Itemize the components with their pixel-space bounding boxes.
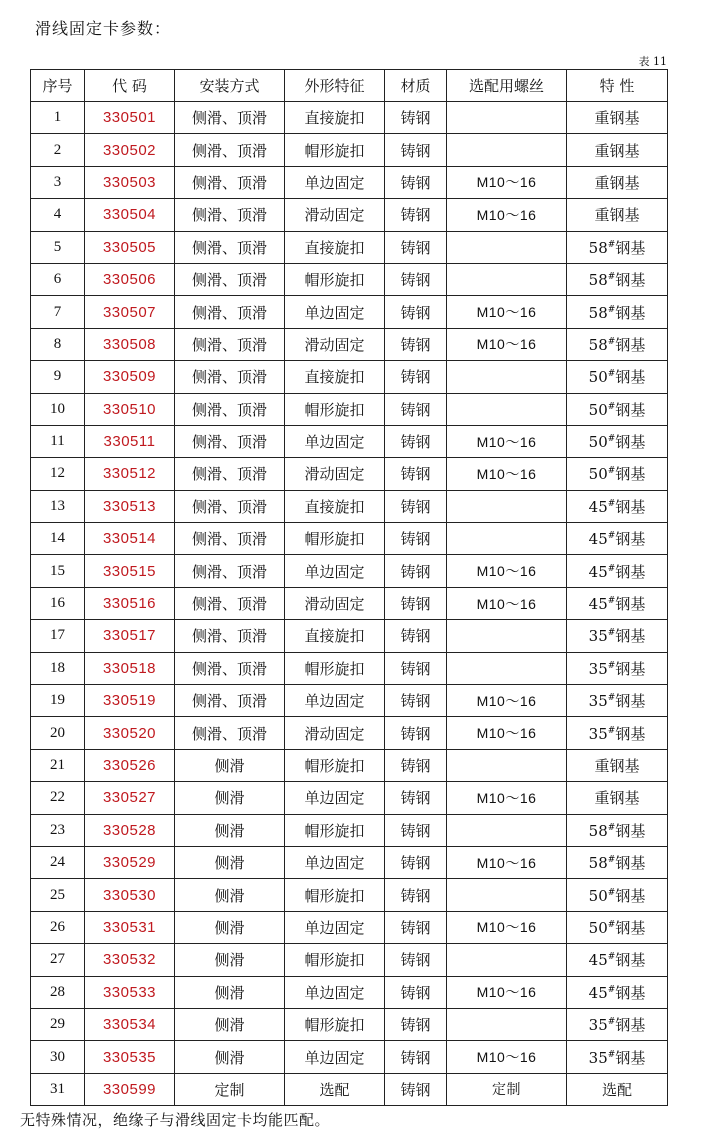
- cell-property: 重钢基: [567, 166, 668, 198]
- cell-shape: 直接旋扣: [285, 620, 385, 652]
- cell-index: 20: [31, 717, 85, 749]
- table-row: [31, 199, 668, 231]
- column-header-mounting: 安装方式: [175, 70, 285, 102]
- cell-shape: 选配: [285, 1073, 385, 1105]
- cell-mounting: 侧滑: [175, 976, 285, 1008]
- column-header-property: 特 性: [567, 70, 668, 102]
- cell-index: 30: [31, 1041, 85, 1073]
- cell-shape: 单边固定: [285, 1041, 385, 1073]
- cell-mounting: 侧滑: [175, 944, 285, 976]
- cell-shape: 帽形旋扣: [285, 879, 385, 911]
- cell-code: 330528: [85, 814, 175, 846]
- cell-material: 铸钢: [385, 102, 447, 134]
- cell-index: 7: [31, 296, 85, 328]
- cell-property: 35#钢基: [567, 1041, 668, 1073]
- cell-code: 330509: [85, 361, 175, 393]
- cell-mounting: 侧滑、顶滑: [175, 620, 285, 652]
- table-row: [31, 296, 668, 328]
- column-header-material: 材质: [385, 70, 447, 102]
- cell-shape: 滑动固定: [285, 717, 385, 749]
- cell-property: 重钢基: [567, 782, 668, 814]
- cell-mounting: 侧滑: [175, 846, 285, 878]
- cell-shape: 单边固定: [285, 425, 385, 457]
- cell-screw: [447, 102, 567, 134]
- cell-material: 铸钢: [385, 328, 447, 360]
- cell-screw: M10～16: [447, 846, 567, 878]
- table-body: [31, 102, 668, 1106]
- cell-code: 330532: [85, 944, 175, 976]
- cell-property: 58#钢基: [567, 231, 668, 263]
- cell-material: 铸钢: [385, 846, 447, 878]
- cell-shape: 单边固定: [285, 555, 385, 587]
- cell-material: 铸钢: [385, 1041, 447, 1073]
- cell-code: 330501: [85, 102, 175, 134]
- cell-screw: [447, 490, 567, 522]
- cell-material: 铸钢: [385, 879, 447, 911]
- cell-index: 27: [31, 944, 85, 976]
- cell-material: 铸钢: [385, 782, 447, 814]
- cell-screw: M10～16: [447, 296, 567, 328]
- cell-shape: 滑动固定: [285, 458, 385, 490]
- column-header-index: 序号: [31, 70, 85, 102]
- cell-property: 58#钢基: [567, 814, 668, 846]
- cell-mounting: 侧滑、顶滑: [175, 296, 285, 328]
- cell-code: 330526: [85, 749, 175, 781]
- table-row: [31, 976, 668, 1008]
- cell-code: 330510: [85, 393, 175, 425]
- cell-index: 1: [31, 102, 85, 134]
- cell-property: 35#钢基: [567, 717, 668, 749]
- table-row: [31, 879, 668, 911]
- cell-material: 铸钢: [385, 717, 447, 749]
- cell-code: 330511: [85, 425, 175, 457]
- cell-code: 330514: [85, 523, 175, 555]
- cell-index: 22: [31, 782, 85, 814]
- cell-screw: M10～16: [447, 1041, 567, 1073]
- cell-material: 铸钢: [385, 1008, 447, 1040]
- cell-shape: 直接旋扣: [285, 490, 385, 522]
- cell-property: 45#钢基: [567, 976, 668, 1008]
- column-header-shape: 外形特征: [285, 70, 385, 102]
- cell-mounting: 侧滑: [175, 911, 285, 943]
- cell-material: 铸钢: [385, 749, 447, 781]
- cell-mounting: 侧滑、顶滑: [175, 685, 285, 717]
- cell-mounting: 侧滑、顶滑: [175, 134, 285, 166]
- cell-screw: [447, 620, 567, 652]
- cell-material: 铸钢: [385, 1073, 447, 1105]
- cell-code: 330517: [85, 620, 175, 652]
- cell-code: 330534: [85, 1008, 175, 1040]
- cell-mounting: 侧滑、顶滑: [175, 587, 285, 619]
- table-row: [31, 361, 668, 393]
- cell-property: 35#钢基: [567, 652, 668, 684]
- cell-shape: 滑动固定: [285, 199, 385, 231]
- cell-index: 15: [31, 555, 85, 587]
- cell-code: 330507: [85, 296, 175, 328]
- cell-code: 330599: [85, 1073, 175, 1105]
- cell-shape: 滑动固定: [285, 328, 385, 360]
- cell-mounting: 侧滑: [175, 749, 285, 781]
- cell-screw: M10～16: [447, 166, 567, 198]
- cell-code: 330512: [85, 458, 175, 490]
- cell-mounting: 定制: [175, 1073, 285, 1105]
- cell-index: 4: [31, 199, 85, 231]
- table-header: [31, 70, 668, 102]
- cell-mounting: 侧滑、顶滑: [175, 425, 285, 457]
- cell-shape: 单边固定: [285, 782, 385, 814]
- cell-screw: M10～16: [447, 458, 567, 490]
- cell-screw: [447, 814, 567, 846]
- cell-shape: 滑动固定: [285, 587, 385, 619]
- cell-property: 重钢基: [567, 134, 668, 166]
- cell-material: 铸钢: [385, 231, 447, 263]
- cell-shape: 帽形旋扣: [285, 814, 385, 846]
- cell-shape: 单边固定: [285, 846, 385, 878]
- cell-screw: [447, 231, 567, 263]
- cell-screw: [447, 1008, 567, 1040]
- cell-code: 330520: [85, 717, 175, 749]
- cell-material: 铸钢: [385, 523, 447, 555]
- cell-screw: [447, 263, 567, 295]
- cell-mounting: 侧滑、顶滑: [175, 102, 285, 134]
- cell-screw: [447, 361, 567, 393]
- cell-material: 铸钢: [385, 134, 447, 166]
- table-row: [31, 231, 668, 263]
- cell-property: 50#钢基: [567, 458, 668, 490]
- cell-property: 58#钢基: [567, 328, 668, 360]
- table-row: [31, 166, 668, 198]
- cell-property: 58#钢基: [567, 296, 668, 328]
- cell-property: 50#钢基: [567, 911, 668, 943]
- cell-index: 3: [31, 166, 85, 198]
- cell-material: 铸钢: [385, 393, 447, 425]
- cell-shape: 单边固定: [285, 911, 385, 943]
- cell-material: 铸钢: [385, 685, 447, 717]
- column-header-code: 代 码: [85, 70, 175, 102]
- cell-screw: [447, 749, 567, 781]
- cell-screw: M10～16: [447, 911, 567, 943]
- cell-material: 铸钢: [385, 652, 447, 684]
- cell-property: 重钢基: [567, 102, 668, 134]
- cell-mounting: 侧滑、顶滑: [175, 231, 285, 263]
- cell-property: 58#钢基: [567, 846, 668, 878]
- header-row: [31, 70, 668, 102]
- table-row: [31, 1008, 668, 1040]
- cell-shape: 帽形旋扣: [285, 652, 385, 684]
- cell-shape: 单边固定: [285, 166, 385, 198]
- table-row: [31, 458, 668, 490]
- cell-material: 铸钢: [385, 458, 447, 490]
- parameter-table: [30, 69, 668, 1106]
- cell-screw: M10～16: [447, 976, 567, 1008]
- table-row: [31, 523, 668, 555]
- cell-code: 330529: [85, 846, 175, 878]
- table-row: [31, 685, 668, 717]
- cell-shape: 直接旋扣: [285, 102, 385, 134]
- table-row: [31, 490, 668, 522]
- table-row: [31, 102, 668, 134]
- cell-property: 重钢基: [567, 199, 668, 231]
- cell-shape: 帽形旋扣: [285, 749, 385, 781]
- cell-index: 21: [31, 749, 85, 781]
- cell-mounting: 侧滑、顶滑: [175, 458, 285, 490]
- cell-material: 铸钢: [385, 361, 447, 393]
- table-row: [31, 652, 668, 684]
- cell-screw: M10～16: [447, 782, 567, 814]
- cell-mounting: 侧滑、顶滑: [175, 555, 285, 587]
- cell-shape: 帽形旋扣: [285, 1008, 385, 1040]
- cell-code: 330519: [85, 685, 175, 717]
- cell-property: 45#钢基: [567, 587, 668, 619]
- cell-shape: 单边固定: [285, 685, 385, 717]
- cell-screw: M10～16: [447, 717, 567, 749]
- cell-screw: M10～16: [447, 587, 567, 619]
- cell-mounting: 侧滑: [175, 814, 285, 846]
- cell-property: 35#钢基: [567, 620, 668, 652]
- cell-code: 330518: [85, 652, 175, 684]
- cell-mounting: 侧滑、顶滑: [175, 523, 285, 555]
- cell-property: 45#钢基: [567, 490, 668, 522]
- cell-shape: 帽形旋扣: [285, 944, 385, 976]
- cell-code: 330530: [85, 879, 175, 911]
- cell-index: 26: [31, 911, 85, 943]
- cell-code: 330503: [85, 166, 175, 198]
- cell-index: 17: [31, 620, 85, 652]
- cell-screw: M10～16: [447, 328, 567, 360]
- cell-index: 31: [31, 1073, 85, 1105]
- cell-screw: [447, 944, 567, 976]
- cell-screw: M10～16: [447, 199, 567, 231]
- cell-material: 铸钢: [385, 587, 447, 619]
- cell-shape: 帽形旋扣: [285, 523, 385, 555]
- cell-index: 12: [31, 458, 85, 490]
- cell-screw: M10～16: [447, 425, 567, 457]
- cell-index: 18: [31, 652, 85, 684]
- cell-mounting: 侧滑、顶滑: [175, 199, 285, 231]
- table-row: [31, 587, 668, 619]
- cell-mounting: 侧滑、顶滑: [175, 393, 285, 425]
- cell-index: 13: [31, 490, 85, 522]
- cell-screw: M10～16: [447, 685, 567, 717]
- column-header-screw: 选配用螺丝: [447, 70, 567, 102]
- cell-index: 2: [31, 134, 85, 166]
- cell-code: 330515: [85, 555, 175, 587]
- table-row: [31, 911, 668, 943]
- table-row: [31, 1041, 668, 1073]
- cell-screw: [447, 393, 567, 425]
- cell-material: 铸钢: [385, 199, 447, 231]
- table-row: [31, 263, 668, 295]
- cell-property: 45#钢基: [567, 944, 668, 976]
- cell-screw: [447, 879, 567, 911]
- table-row: [31, 620, 668, 652]
- cell-shape: 直接旋扣: [285, 231, 385, 263]
- cell-material: 铸钢: [385, 166, 447, 198]
- cell-shape: 单边固定: [285, 296, 385, 328]
- cell-material: 铸钢: [385, 976, 447, 1008]
- cell-material: 铸钢: [385, 944, 447, 976]
- cell-code: 330506: [85, 263, 175, 295]
- cell-property: 45#钢基: [567, 555, 668, 587]
- table-row: [31, 134, 668, 166]
- cell-screw: [447, 652, 567, 684]
- cell-mounting: 侧滑、顶滑: [175, 361, 285, 393]
- cell-code: 330531: [85, 911, 175, 943]
- cell-property: 35#钢基: [567, 1008, 668, 1040]
- cell-material: 铸钢: [385, 911, 447, 943]
- cell-code: 330508: [85, 328, 175, 360]
- cell-index: 6: [31, 263, 85, 295]
- table-row: [31, 782, 668, 814]
- table-row: [31, 717, 668, 749]
- cell-index: 24: [31, 846, 85, 878]
- cell-index: 28: [31, 976, 85, 1008]
- cell-material: 铸钢: [385, 263, 447, 295]
- cell-screw: [447, 523, 567, 555]
- cell-index: 11: [31, 425, 85, 457]
- footnote: 无特殊情况，绝缘子与滑线固定卡均能匹配。: [20, 1111, 331, 1129]
- table-row: [31, 555, 668, 587]
- cell-code: 330535: [85, 1041, 175, 1073]
- cell-property: 50#钢基: [567, 879, 668, 911]
- cell-property: 58#钢基: [567, 263, 668, 295]
- cell-property: 选配: [567, 1073, 668, 1105]
- cell-screw: M10～16: [447, 555, 567, 587]
- table-row: [31, 425, 668, 457]
- cell-index: 9: [31, 361, 85, 393]
- cell-index: 8: [31, 328, 85, 360]
- document-title: 滑线固定卡参数：: [35, 19, 172, 38]
- cell-mounting: 侧滑、顶滑: [175, 490, 285, 522]
- cell-code: 330504: [85, 199, 175, 231]
- cell-material: 铸钢: [385, 555, 447, 587]
- cell-shape: 单边固定: [285, 976, 385, 1008]
- cell-material: 铸钢: [385, 814, 447, 846]
- cell-mounting: 侧滑: [175, 782, 285, 814]
- cell-property: 重钢基: [567, 749, 668, 781]
- cell-code: 330533: [85, 976, 175, 1008]
- table-row: [31, 328, 668, 360]
- cell-screw: 定制: [447, 1073, 567, 1105]
- table-row: [31, 846, 668, 878]
- cell-index: 14: [31, 523, 85, 555]
- table-number-label: 表 11: [638, 55, 667, 68]
- table-row: [31, 1073, 668, 1105]
- cell-index: 23: [31, 814, 85, 846]
- cell-mounting: 侧滑、顶滑: [175, 263, 285, 295]
- table-row: [31, 749, 668, 781]
- cell-code: 330513: [85, 490, 175, 522]
- cell-mounting: 侧滑、顶滑: [175, 166, 285, 198]
- cell-mounting: 侧滑: [175, 1041, 285, 1073]
- cell-property: 50#钢基: [567, 361, 668, 393]
- cell-shape: 帽形旋扣: [285, 134, 385, 166]
- cell-index: 25: [31, 879, 85, 911]
- cell-code: 330502: [85, 134, 175, 166]
- cell-code: 330527: [85, 782, 175, 814]
- cell-mounting: 侧滑、顶滑: [175, 717, 285, 749]
- cell-index: 5: [31, 231, 85, 263]
- cell-property: 35#钢基: [567, 685, 668, 717]
- table-row: [31, 393, 668, 425]
- cell-material: 铸钢: [385, 296, 447, 328]
- cell-index: 16: [31, 587, 85, 619]
- cell-screw: [447, 134, 567, 166]
- cell-shape: 直接旋扣: [285, 361, 385, 393]
- cell-mounting: 侧滑: [175, 1008, 285, 1040]
- cell-index: 10: [31, 393, 85, 425]
- cell-index: 29: [31, 1008, 85, 1040]
- cell-code: 330516: [85, 587, 175, 619]
- cell-mounting: 侧滑: [175, 879, 285, 911]
- cell-shape: 帽形旋扣: [285, 393, 385, 425]
- cell-material: 铸钢: [385, 425, 447, 457]
- cell-property: 45#钢基: [567, 523, 668, 555]
- cell-index: 19: [31, 685, 85, 717]
- cell-property: 50#钢基: [567, 425, 668, 457]
- table-row: [31, 944, 668, 976]
- table-row: [31, 814, 668, 846]
- cell-code: 330505: [85, 231, 175, 263]
- cell-material: 铸钢: [385, 620, 447, 652]
- cell-material: 铸钢: [385, 490, 447, 522]
- cell-property: 50#钢基: [567, 393, 668, 425]
- cell-shape: 帽形旋扣: [285, 263, 385, 295]
- cell-mounting: 侧滑、顶滑: [175, 328, 285, 360]
- cell-mounting: 侧滑、顶滑: [175, 652, 285, 684]
